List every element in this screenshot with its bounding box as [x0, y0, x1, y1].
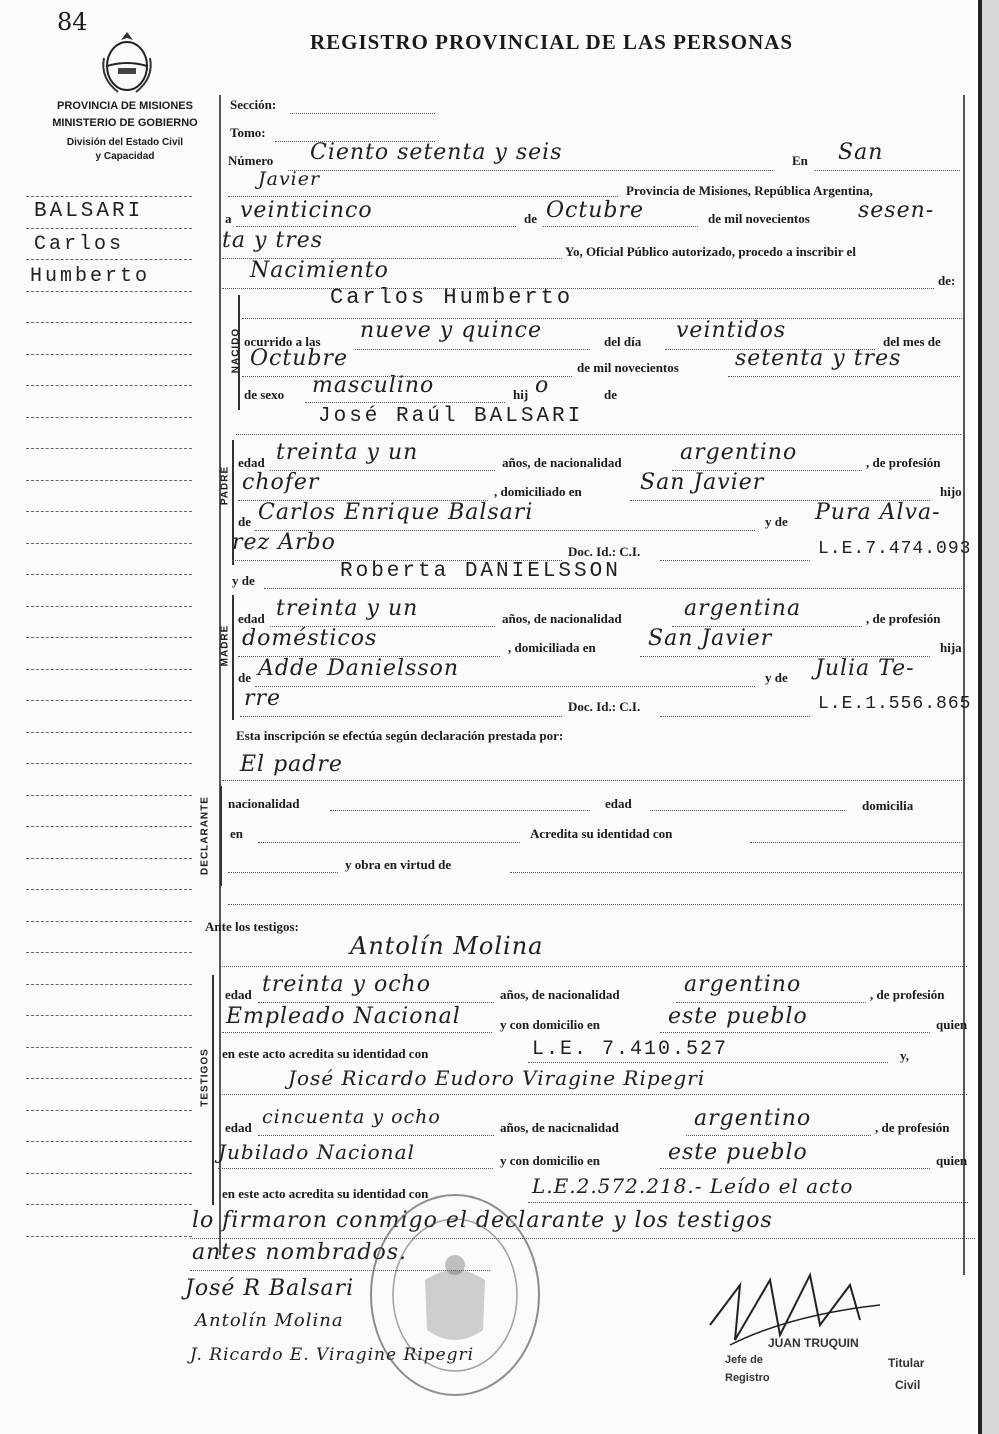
- madre-hija-label: hija: [940, 640, 962, 655]
- dec-acredita-label: Acredita su identidad con: [530, 826, 673, 841]
- t2-dom-value: este pueblo: [668, 1140, 808, 1165]
- de-2-label: de: [604, 387, 617, 402]
- t1-prof-label: , de profesión: [870, 987, 945, 1002]
- seccion-line: [290, 113, 435, 114]
- padre-prof-value: chofer: [242, 470, 320, 495]
- sexo-value: masculino: [312, 373, 435, 398]
- t1-prof-value: Empleado Nacional: [226, 1004, 461, 1029]
- dia-nac-value: veintidos: [676, 318, 787, 343]
- madre-label: MADRE: [219, 624, 231, 667]
- t1-nac-line: [676, 1002, 866, 1003]
- en-line: [815, 170, 960, 171]
- t2-dom-label: y con domicilio en: [500, 1153, 601, 1168]
- hora-value: nueve y quince: [360, 318, 543, 343]
- provincia-line: [228, 196, 618, 197]
- t1-dom-value: este pueblo: [668, 1004, 808, 1029]
- numero-value: Ciento setenta y seis: [310, 140, 563, 165]
- firma-testigo-2: J. Ricardo E. Viragine Ripegri: [190, 1345, 475, 1365]
- firma-testigo-1: Antolín Molina: [195, 1310, 344, 1331]
- padre-edad-label: edad: [238, 455, 265, 470]
- de-mil-label: de mil novecientos: [708, 211, 810, 226]
- madre-bracket: [232, 595, 234, 720]
- testigos-label: Ante los testigos:: [205, 919, 299, 934]
- dec-dom-label: domicilia: [862, 798, 914, 813]
- t1-quien-label: quien: [936, 1017, 968, 1032]
- page-number: 84: [57, 8, 88, 36]
- page-title: REGISTRO PROVINCIAL DE LAS PERSONAS: [310, 30, 794, 54]
- mes-value: Octubre: [546, 198, 644, 223]
- mes-line: [543, 226, 698, 227]
- dia-value: veinticinco: [240, 198, 373, 223]
- inscripcion-label: Esta inscripción se efectúa según declaración prestada por:: [236, 728, 564, 743]
- en-label: En: [792, 153, 808, 168]
- padre-edad-value: treinta y un: [276, 440, 419, 465]
- anio-nac-line: [728, 376, 960, 377]
- margin-line: [26, 574, 192, 575]
- t1-acredita-label: en este acto acredita su identidad con: [222, 1046, 429, 1061]
- hora-line: [355, 349, 590, 350]
- t1-nac-value: argentino: [684, 972, 802, 997]
- numero-line: [288, 170, 773, 171]
- padre-de-label: de: [238, 514, 251, 529]
- declarante-line: [222, 780, 962, 781]
- margin-line: [26, 543, 192, 544]
- margin-line: [26, 795, 192, 796]
- cierre-2-value: antes nombrados.: [192, 1240, 408, 1265]
- t2-prof-label: , de profesión: [875, 1120, 950, 1135]
- official-name: JUAN TRUQUIN: [768, 1336, 859, 1350]
- margin-line: [26, 700, 192, 701]
- margin-line: [26, 1173, 192, 1174]
- dia-line: [236, 226, 516, 227]
- margin-line: [26, 1015, 192, 1016]
- padre-nac-value: argentino: [680, 440, 798, 465]
- declarante-value: El padre: [240, 752, 343, 777]
- nacido-label: NACIDO: [230, 327, 242, 374]
- madre-ci-line: [660, 716, 810, 717]
- padre-abuela-value-1: Pura Alva-: [815, 500, 941, 525]
- t1-y-label: y,: [900, 1048, 910, 1063]
- dec-edad-line: [650, 810, 845, 811]
- a-label: a: [225, 211, 232, 226]
- t2-nac-value: argentino: [694, 1106, 812, 1131]
- madre-nombre-value: Roberta DANIELSSON: [340, 560, 621, 583]
- ministry-label: MINISTERIO DE GOBIERNO: [52, 117, 198, 129]
- dec-nac-label: nacionalidad: [228, 796, 300, 811]
- dec-en-label: en: [230, 826, 243, 841]
- padre-doc-label: Doc. Id.: C.I.: [568, 544, 641, 559]
- cierre-1-line: [190, 1238, 975, 1239]
- declarante-label: DECLARANTE: [199, 796, 211, 875]
- province-label: PROVINCIA DE MISIONES: [57, 100, 193, 112]
- anio-value-2: ta y tres: [222, 228, 324, 253]
- sexo-label: de sexo: [244, 387, 285, 402]
- t1-prof-line: [222, 1032, 492, 1033]
- provincia-label: Provincia de Misiones, República Argentina,: [626, 183, 873, 198]
- margin-line: [26, 921, 192, 922]
- margin-line: [26, 984, 192, 985]
- madre-y-de-label: y de: [232, 573, 255, 588]
- official-title: Titular: [888, 1356, 925, 1370]
- t1-nac-label: años, de nacionalidad: [500, 987, 620, 1002]
- en-value-2: Javier: [258, 168, 321, 190]
- coat-of-arms-icon: [98, 28, 156, 98]
- margin-line: [26, 637, 192, 638]
- madre-de-label: de: [238, 670, 251, 685]
- padre-label: PADRE: [219, 465, 231, 506]
- t2-doc-line: [528, 1202, 968, 1203]
- declarante-bracket: [220, 786, 222, 886]
- page-shadow: [982, 0, 999, 1434]
- t1-dom-line: [660, 1032, 930, 1033]
- testigo2-nombre-line: [222, 1094, 967, 1095]
- margin-line: [26, 385, 192, 386]
- madre-abuela-value-2: rre: [244, 686, 282, 711]
- margin-line: [26, 291, 192, 292]
- dec-obra-line-2: [510, 872, 962, 873]
- margin-line: [26, 354, 192, 355]
- margin-line: [26, 511, 192, 512]
- margin-line: [26, 480, 192, 481]
- padre-y-de-label: y de: [765, 514, 788, 529]
- testigos-bracket: [212, 975, 214, 1205]
- margin-line: [26, 322, 192, 323]
- margin-line: [26, 1204, 192, 1205]
- dec-nac-line: [330, 810, 590, 811]
- firma-padre: José R Balsari: [185, 1276, 355, 1301]
- sexo-line: [305, 402, 505, 403]
- dec-obra-line-1: [228, 872, 338, 873]
- del-dia-label: del día: [604, 334, 642, 349]
- acto-line: [222, 288, 934, 289]
- testigos-side-label: TESTIGOS: [199, 1048, 211, 1107]
- t1-doc-line: [528, 1062, 888, 1063]
- margin-line: [26, 448, 192, 449]
- madre-dom-value: San Javier: [648, 626, 773, 651]
- madre-dom-label: , domiciliada en: [508, 640, 596, 655]
- t2-nac-label: años, de nacicnalidad: [500, 1120, 619, 1135]
- anio-nac-value: setenta y tres: [735, 346, 902, 371]
- testigo2-nombre-value: José Ricardo Eudoro Viragine Ripegri: [288, 1066, 706, 1090]
- t1-dom-label: y con domicilio en: [500, 1017, 601, 1032]
- padre-dom-value: San Javier: [640, 470, 765, 495]
- t2-dom-line: [660, 1168, 930, 1169]
- t2-quien-label: quien: [936, 1153, 968, 1168]
- tomo-label: Tomo:: [230, 125, 266, 140]
- padre-ci-line: [660, 560, 810, 561]
- padre-abuelo-value: Carlos Enrique Balsari: [258, 500, 534, 525]
- margin-surname: BALSARI: [34, 200, 144, 223]
- madre-abuela-line: [240, 716, 562, 717]
- margin-line: [26, 1141, 192, 1142]
- margin-line: [26, 858, 192, 859]
- padre-nombre-value: José Raúl BALSARI: [318, 405, 584, 428]
- margin-line: [26, 606, 192, 607]
- nombre-value: Carlos Humberto: [330, 285, 574, 310]
- madre-doc-value: L.E.1.556.865: [818, 694, 972, 714]
- official-registro: Registro: [725, 1372, 770, 1384]
- cierre-1-value: lo firmaron conmigo el declarante y los testigos: [192, 1208, 773, 1233]
- t2-nac-line: [686, 1135, 871, 1136]
- division-label-2: y Capacidad: [95, 151, 155, 162]
- dec-acredita-line: [750, 842, 962, 843]
- margin-line: [26, 196, 192, 197]
- margin-line: [26, 669, 192, 670]
- t2-edad-label: edad: [225, 1120, 252, 1135]
- de-colon-label: de:: [938, 273, 956, 288]
- anio-value-1: sesen-: [858, 198, 935, 223]
- division-label-1: División del Estado Civil: [66, 137, 184, 148]
- official-seal-icon: [365, 1190, 545, 1400]
- t1-edad-line: [258, 1002, 494, 1003]
- t2-edad-value: cincuenta y ocho: [262, 1106, 441, 1128]
- del-mes-label: del mes de: [883, 334, 941, 349]
- official-jefe: Jefe de: [725, 1354, 763, 1366]
- t2-prof-line: [218, 1168, 493, 1169]
- margin-line: [26, 1078, 192, 1079]
- padre-abuela-value-2: rez Arbo: [232, 530, 336, 555]
- madre-abuela-value-1: Julia Te-: [815, 656, 915, 681]
- acto-value: Nacimiento: [250, 258, 389, 283]
- margin-first-name: Carlos: [34, 233, 125, 256]
- margin-line: [26, 1110, 192, 1111]
- padre-hijo-label: hijo: [940, 484, 962, 499]
- t2-acredita-label: en este acto acredita su identidad con: [222, 1186, 429, 1201]
- ocurrido-label: ocurrido a las: [244, 334, 321, 349]
- form-right-border: [963, 95, 965, 1275]
- t1-edad-label: edad: [225, 987, 252, 1002]
- margin-line: [26, 889, 192, 890]
- margin-second-name: Humberto: [30, 265, 151, 288]
- t2-prof-value: Jubilado Nacional: [218, 1140, 415, 1164]
- t2-doc-value: L.E.2.572.218.- Leído el acto: [532, 1174, 854, 1198]
- t2-edad-line: [258, 1135, 494, 1136]
- dec-extra-line: [228, 904, 962, 905]
- madre-abuelo-line: [255, 686, 755, 687]
- madre-edad-value: treinta y un: [276, 596, 419, 621]
- de-label: de: [524, 211, 537, 226]
- madre-edad-label: edad: [238, 611, 265, 626]
- madre-doc-label: Doc. Id.: C.I.: [568, 699, 641, 714]
- madre-abuelo-value: Adde Danielsson: [258, 656, 460, 681]
- madre-nombre-line: [264, 588, 962, 589]
- padre-prof-label: , de profesión: [866, 455, 941, 470]
- margin-line: [26, 1236, 192, 1237]
- margin-line: [26, 1047, 192, 1048]
- margin-line: [26, 417, 192, 418]
- margin-line: [26, 259, 192, 260]
- hij-label: hij: [513, 387, 529, 402]
- t1-edad-value: treinta y ocho: [262, 972, 431, 997]
- madre-y-de-label-2: y de: [765, 670, 788, 685]
- margin-line: [26, 952, 192, 953]
- padre-nac-label: años, de nacionalidad: [502, 455, 622, 470]
- margin-line: [26, 763, 192, 764]
- madre-prof-label: , de profesión: [866, 611, 941, 626]
- testigo1-nombre-value: Antolín Molina: [350, 932, 544, 960]
- padre-doc-value: L.E.7.474.093: [818, 539, 972, 559]
- padre-nombre-line: [236, 434, 961, 435]
- de-mil-2-label: de mil novecientos: [577, 360, 679, 375]
- padre-dom-label: , domiciliado en: [494, 484, 582, 499]
- seccion-label: Sección:: [230, 97, 277, 112]
- numero-label: Número: [228, 153, 274, 168]
- margin-line: [26, 732, 192, 733]
- en-value-1: San: [838, 140, 884, 165]
- yo-label: Yo, Oficial Público autorizado, procedo a inscribir el: [565, 244, 856, 259]
- madre-nac-value: argentina: [684, 596, 802, 621]
- madre-prof-value: domésticos: [242, 626, 378, 651]
- margin-line: [26, 228, 192, 229]
- margin-line: [26, 826, 192, 827]
- mes-nac-value: Octubre: [250, 346, 348, 371]
- madre-nac-label: años, de nacionalidad: [502, 611, 622, 626]
- hijo-o-value: o: [535, 373, 550, 398]
- nombre-line: [242, 318, 962, 319]
- dec-en-line: [258, 842, 520, 843]
- dec-obra-label: y obra en virtud de: [345, 857, 452, 872]
- official-civil: Civil: [895, 1378, 921, 1392]
- t1-doc-value: L.E. 7.410.527: [532, 1038, 729, 1061]
- testigo1-nombre-line: [222, 966, 967, 967]
- dec-edad-label: edad: [605, 796, 632, 811]
